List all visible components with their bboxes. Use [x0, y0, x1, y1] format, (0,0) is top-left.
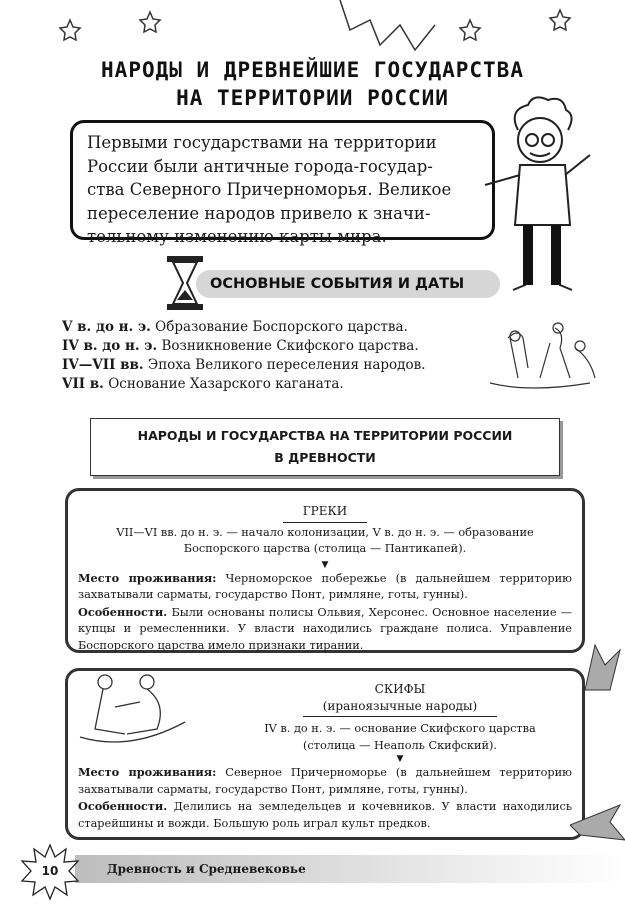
scythians-capital: (столица — Неаполь Скифский). [302, 738, 497, 752]
scythians-features: Особенности. Делились на земледельцев и кочевников. У власти находились старейшины и вожди. Большую роль играл культ предков. [78, 799, 573, 830]
events-list [62, 318, 426, 394]
page-title-line1: НАРОДЫ И ДРЕВНЕЙШИЕ ГОСУДАРСТВА [101, 58, 524, 82]
intro-speech-bubble [70, 120, 495, 246]
decorative-stars-icon [0, 0, 625, 60]
arrow-decoration-icon [570, 800, 625, 845]
ancient-people-illustration-icon [480, 318, 605, 393]
section-header-line2: В ДРЕВНОСТИ [274, 450, 376, 465]
chevron-down-icon: ▼ [321, 559, 329, 570]
scythians-illustration-icon [75, 672, 190, 752]
page-title-line2: НА ТЕРРИТОРИИ РОССИИ [176, 86, 449, 110]
section-header [90, 418, 560, 476]
intro-line: России были античные города-государ- [87, 156, 433, 176]
scythians-place: Место проживания: Северное Причерноморье (в дальнейшем территорию захватывали сарматы, государство Понт, римляне, готы, гунны). [78, 765, 572, 796]
event-item: V в. до н. э. Образование Боспорского царства. [62, 319, 408, 335]
event-item: IV в. до н. э. Возникновение Скифского царства. [62, 338, 419, 354]
greeks-card [65, 488, 585, 653]
greeks-dates: VII—VI вв. до н. э. — начало колонизации, V в. до н. э. — образование Боспорского царства (столица — Пантикапей). [116, 525, 534, 555]
scythians-dates: IV в. до н. э. — основание Скифского царства [264, 722, 536, 735]
scythians-subtitle: (ираноязычные народы) [303, 698, 497, 718]
intro-line: переселение народов привело к значи- [87, 203, 431, 223]
event-item: IV—VII вв. Эпоха Великого переселения народов. [62, 357, 426, 373]
professor-illustration-icon [480, 95, 610, 305]
greeks-features: Особенности. Были основаны полисы Ольвия, Херсонес. Основное население — купцы и ремесленники. У власти находились граждане полиса. Управление Боспорского царства имело признаки тирании. [78, 604, 572, 652]
chevron-down-icon: ▼ [396, 754, 404, 764]
events-heading: ОСНОВНЫЕ СОБЫТИЯ И ДАТЫ [196, 270, 500, 298]
greeks-title: ГРЕКИ [283, 503, 368, 523]
section-header-line1: НАРОДЫ И ГОСУДАРСТВА НА ТЕРРИТОРИИ РОССИИ [137, 428, 513, 443]
footer-section-title: Древность и Средневековье [75, 855, 625, 883]
intro-line: тельному изменению карты мира. [87, 227, 387, 246]
scythians-title: СКИФЫ [374, 682, 426, 696]
event-item: VII в. Основание Хазарского каганата. [62, 376, 344, 392]
intro-line: Первыми государствами на территории [87, 133, 437, 152]
page-number: 10 [41, 864, 59, 878]
arrow-decoration-icon [580, 640, 625, 695]
intro-line: ства Северного Причерноморья. Великое [87, 180, 452, 199]
greeks-place: Место проживания: Черноморское побережье (в дальнейшем территорию захватывали сарматы, государство Понт, римляне, готы, гунны). [78, 570, 572, 601]
